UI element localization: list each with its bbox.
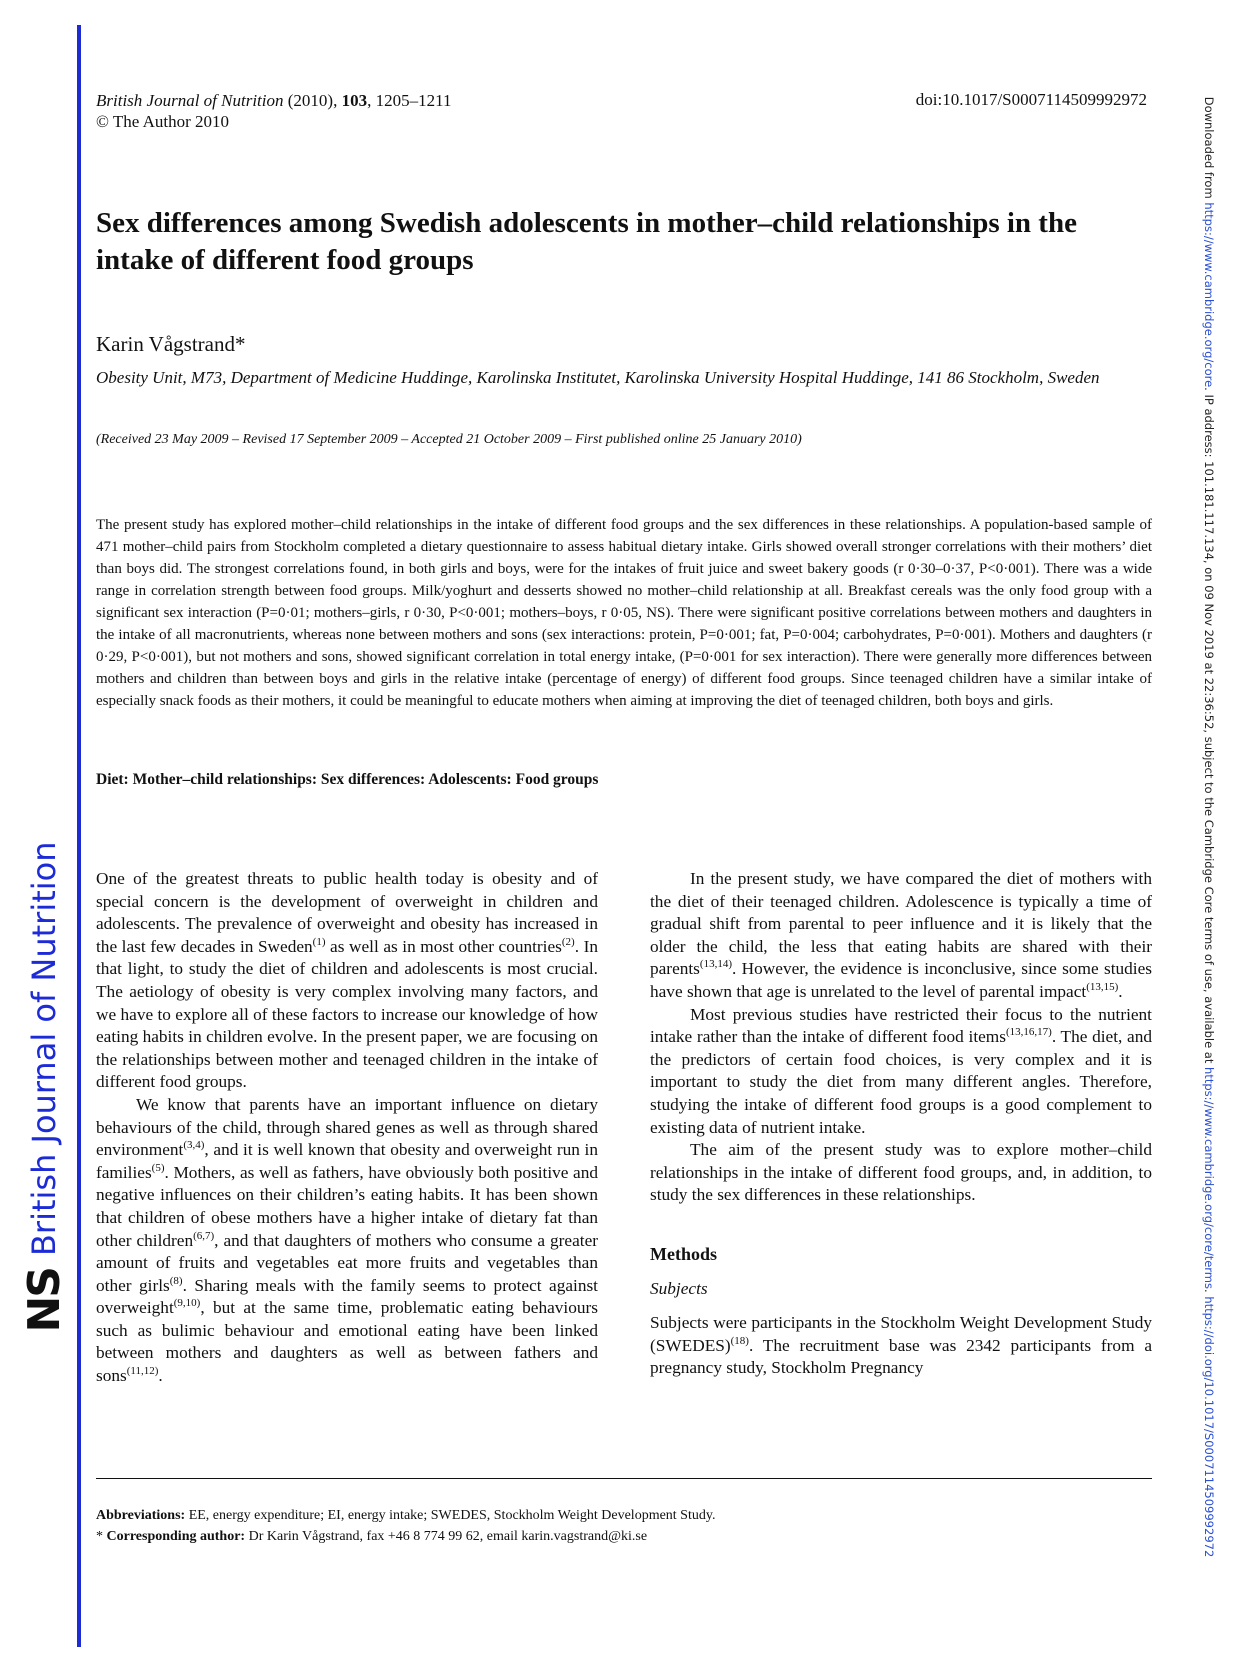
intro-paragraph-2: We know that parents have an important influence on dietary behaviours of the child, through shared genes as well as through shared environment$^{(3,4)}$, and it is well known that obesity and overweight run in families$^{(5)}$. Mothers, as well as fathers, have obviously both positive and negative influences on their children’s eating habits. It has been shown that children of obese mothers have a higher intake of dietary fat than other children$^{(6,7)}$, and that daughters of mothers who consume a greater amount of fruits and vegetables eat more fruits and vegetables than other girls$^{(8)}$. Sharing meals with the family seems to protect against overweight$^{(9,10)}$, but at the same time, problematic eating behaviours such as bulimic behaviour and emotional eating have been linked between mothers and daughters as well as between fathers and sons$^{(11,12)}$. <box>96 1094 598 1386</box>
journal-year: (2010), <box>283 91 342 110</box>
body-column-left <box>96 868 598 1388</box>
download-link-terms[interactable]: https://www.cambridge.org/core/terms <box>1202 1067 1216 1290</box>
intro-paragraph-5: The aim of the present study was to explore mother–child relationships in the intake of different food groups, and, in addition, to study the sex differences in these relationships. <box>650 1140 1152 1205</box>
footnote-rule <box>96 1478 1152 1479</box>
copyright: © The Author 2010 <box>96 112 230 131</box>
journal-side-name: British Journal of Nutrition <box>25 841 63 1257</box>
corresponding-author-footnote: * Corresponding author: Dr Karin Vågstrand, fax +46 8 774 99 62, email karin.vagstrand@ki.se <box>96 1529 648 1544</box>
ns-logo-mark: NS <box>18 1268 70 1333</box>
download-note-sep: . <box>1202 1289 1216 1297</box>
body-column-right <box>650 868 1152 1380</box>
journal-volume: 103 <box>341 91 368 110</box>
author-name: Karin Vågstrand* <box>96 332 246 356</box>
download-link-core[interactable]: https://www.cambridge.org/core <box>1202 202 1216 388</box>
intro-paragraph-3: In the present study, we have compared the diet of mothers with the diet of their teenaged children. Adolescence is typically a time of gradual shift from parental to peer influence and it is likely that the older the child, the less that eating habits are shared with their parents$^{(13,14)}$. However, the evidence is inconclusive, since some studies have shown that age is unrelated to the level of parental impact$^{(13,15)}$. <box>650 869 1152 1001</box>
abstract: The present study has explored mother–child relationships in the intake of different food groups and the sex differences in these relationships. A population-based sample of 471 mother–child pairs from Stockholm completed a dietary questionnaire to assess habitual dietary intake. Girls showed overall stronger correlations with their mothers’ diet than boys did. The strongest correlations found, in both girls and boys, were for the intakes of fruit juice and sweet bakery goods (r 0·30–0·37, P<0·001). There was a wide range in correlation strength between food groups. Milk/yoghurt and desserts showed no mother–child relationship at all. Breakfast cereals was the only food group with a significant sex interaction (P=0·01; mothers–girls, r 0·30, P<0·001; mothers–boys, r 0·05, NS). There were significant positive correlations between mothers and daughters in the intake of all macronutrients, whereas none between mothers and sons (sex interactions: protein, P=0·001; fat, P=0·004; carbohydrates, P=0·001). Mothers and daughters (r 0·29, P<0·001), but not mothers and sons, showed significant correlation in total energy intake, (P=0·001 for sex interaction). There were generally more differences between mothers and children than between boys and girls in the relative intake (percentage of energy) of different food groups. Since teenaged children have a similar intake of especially snack foods as their mothers, it could be meaningful to educate mothers when aiming at improving the diet of teenaged children, both boys and girls. <box>96 517 1152 709</box>
footnotes <box>96 1505 715 1547</box>
intro-paragraph-1: One of the greatest threats to public health today is obesity and of special concern is the development of overweight in children and adolescents. The prevalence of overweight and obesity has increased in the last few decades in Sweden$^{(1)}$ as well as in most other countries$^{(2)}$. In that light, to study the diet of children and adolescents is most crucial. The aetiology of obesity is very complex involving many factors, and we have to explore all of these factors to increase our knowledge of how eating habits in children evolve. In the present paper, we are focusing on the relationships between mother and teenaged children in the intake of different food groups. <box>96 869 598 1092</box>
methods-heading: Methods <box>650 1243 717 1264</box>
intro-paragraph-4: Most previous studies have restricted their focus to the nutrient intake rather than the intake of different food items$^{(13,16,17)}$. The diet, and the predictors of certain food choices, is very complex and it is important to study the diet from many different angles. Therefore, studying the intake of different food groups is a good complement to existing data of nutrient intake. <box>650 1004 1153 1137</box>
download-note-middle: . IP address: 101.181.117.134, on 09 Nov 2019 at 22:36:52, subject to the Cambridge Core terms of use, available at <box>1202 387 1216 1068</box>
journal-pages: , 1205–1211 <box>367 91 452 110</box>
article-title: Sex differences among Swedish adolescents in mother–child relationships in the intake of different food groups <box>96 207 1077 276</box>
journal-citation <box>96 90 451 132</box>
subjects-paragraph: Subjects were participants in the Stockholm Weight Development Study (SWEDES)$^{(18)}$. The recruitment base was 2342 participants from a pregnancy study, Stockholm Pregnancy <box>650 1313 1152 1378</box>
download-note-prefix: Downloaded from <box>1202 96 1216 203</box>
journal-side-rule <box>77 25 81 1647</box>
received-dates: (Received 23 May 2009 – Revised 17 September 2009 – Accepted 21 October 2009 – First published online 25 January 2010) <box>96 432 802 447</box>
journal-name: British Journal of Nutrition <box>96 91 284 110</box>
keywords: Diet: Mother–child relationships: Sex differences: Adolescents: Food groups <box>96 771 599 788</box>
subjects-heading: Subjects <box>650 1278 708 1298</box>
author-affiliation: Obesity Unit, M73, Department of Medicine Huddinge, Karolinska Institutet, Karolinska University Hospital Huddinge, 141 86 Stockholm, Sweden <box>96 368 1100 387</box>
download-link-doi[interactable]: https://doi.org/10.1017/S0007114509992972 <box>1202 1296 1216 1558</box>
abbreviations-footnote: Abbreviations: EE, energy expenditure; EI, energy intake; SWEDES, Stockholm Weight Development Study. <box>96 1508 716 1523</box>
doi[interactable]: doi:10.1017/S0007114509992972 <box>915 90 1147 109</box>
